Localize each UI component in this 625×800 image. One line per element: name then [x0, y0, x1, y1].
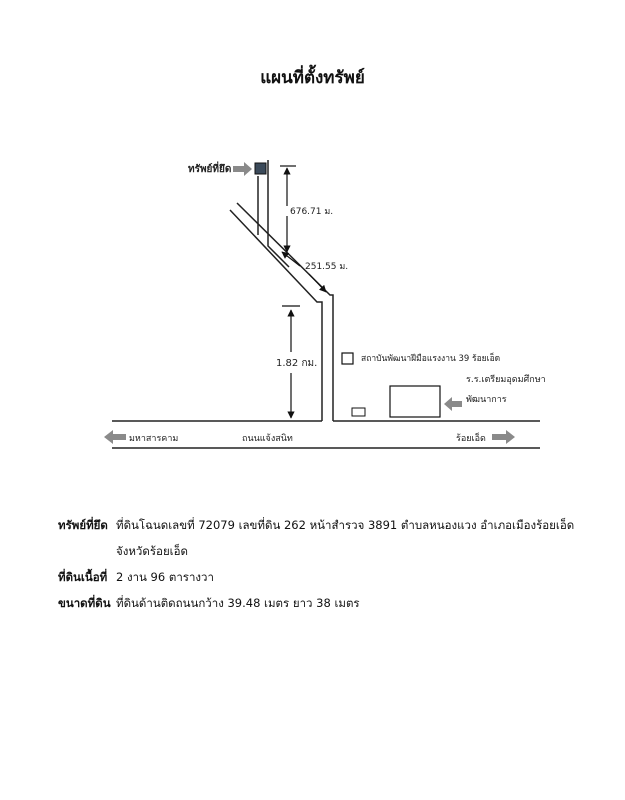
seized-property-label: ทรัพย์ที่ยึด: [188, 164, 232, 175]
institute-label: สถาบันพัฒนาฝีมือแรงงาน 39 ร้อยเอ็ด: [361, 354, 501, 364]
seized-value-line-1: ที่ดินโฉนดเลขที่ 72079 เลขที่ดิน 262 หน้าสำรวจ 3891 ตำบลหนองแวง อำเภอเมืองร้อยเอ็ด: [116, 518, 575, 532]
small-building: [352, 408, 365, 416]
seized-property-row-cont: [58, 538, 598, 564]
seized-value-line-2: จังหวัดร้อยเอ็ด: [116, 544, 188, 558]
road-name-label: ถนนแจ้งสนิท: [242, 434, 293, 444]
school-building: [390, 386, 440, 417]
right-direction-arrow: [492, 430, 515, 444]
land-area-row: [58, 564, 598, 590]
area-key: ที่ดินเนื้อที่: [58, 570, 108, 584]
distance-1-label: 676.71 ม.: [290, 207, 334, 217]
property-pointer-arrow: [233, 162, 252, 176]
land-size-row: [58, 590, 598, 616]
school-label-line-1: ร.ร.เตรียมอุดมศึกษา: [466, 375, 546, 385]
seized-key: ทรัพย์ที่ยึด: [58, 518, 108, 532]
size-value: ที่ดินด้านติดถนนกว้าง 39.48 เมตร ยาว 38 เมตร: [116, 596, 360, 610]
school-pointer-arrow: [444, 397, 462, 411]
distance-3-label: 1.82 กม.: [276, 358, 318, 369]
distance-2-arrow-b: [309, 274, 326, 292]
size-key: ขนาดที่ดิน: [58, 596, 111, 610]
side-road-outer-edge: [237, 203, 333, 421]
distance-2-label: 251.55 ม.: [305, 262, 349, 272]
left-direction-arrow: [104, 430, 126, 444]
property-details: [58, 512, 598, 616]
institute-marker: [342, 353, 353, 364]
road-right-label: ร้อยเอ็ด: [456, 434, 486, 444]
page-title: แผนที่ตั้งทรัพย์: [260, 68, 365, 88]
school-label-line-2: พัฒนาการ: [466, 395, 507, 405]
seized-property-row: [58, 512, 598, 538]
property-marker: [255, 163, 266, 174]
road-left-label: มหาสารคาม: [129, 434, 179, 444]
area-value: 2 งาน 96 ตารางวา: [116, 570, 214, 584]
distance-2-arrow-a: [282, 252, 300, 266]
